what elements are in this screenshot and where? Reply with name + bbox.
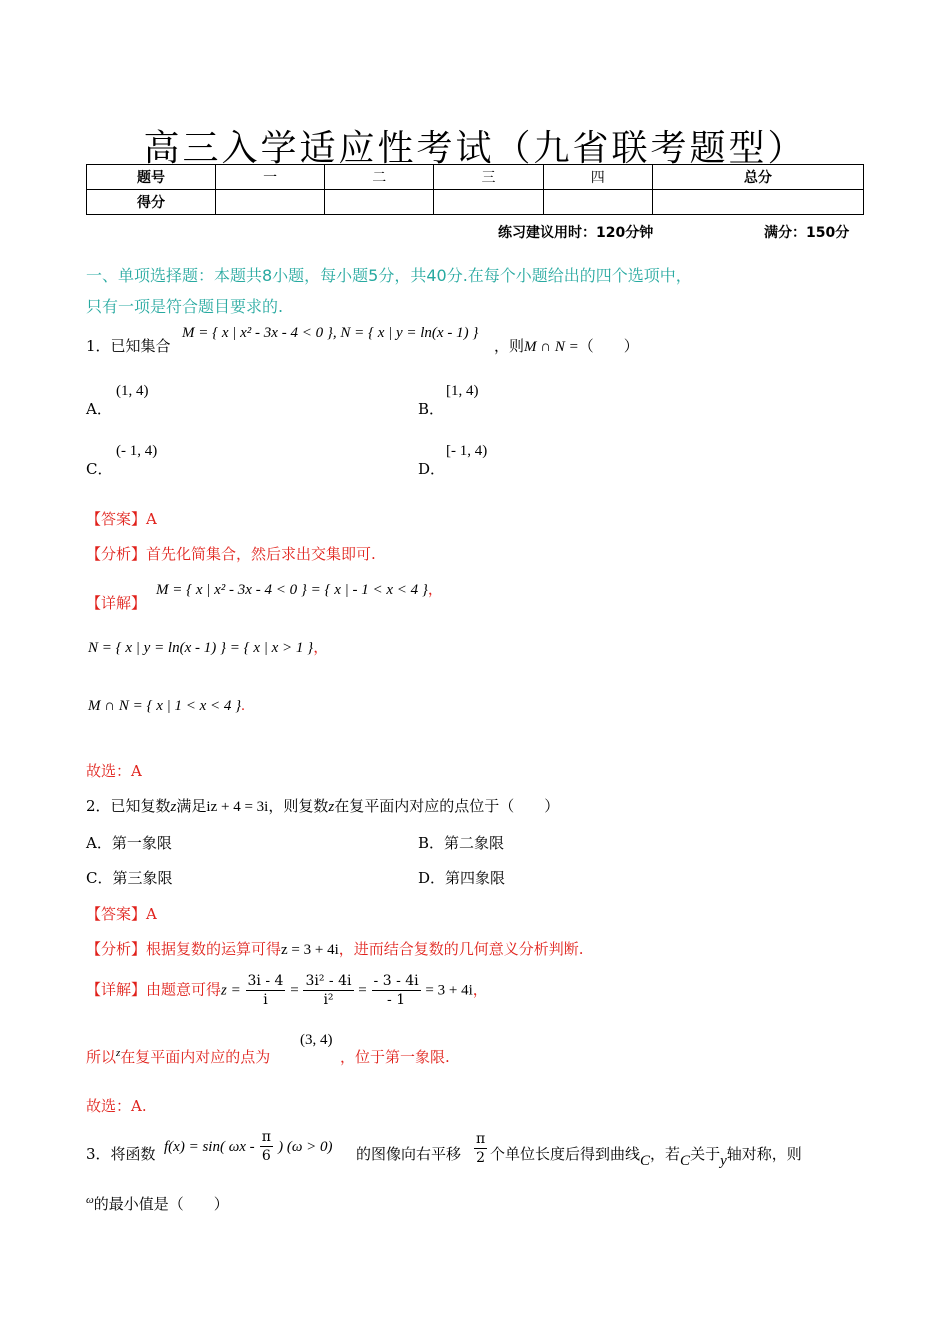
fraction: $\frac{\pi}{6}$ <box>261 1129 271 1164</box>
q1-analysis: 【分析】首先化简集合，然后求出交集即可. <box>86 545 376 563</box>
score-input-cell[interactable] <box>216 190 325 215</box>
table-row <box>87 165 864 190</box>
q2-point-line: 所以$^z$在复平面内对应的点为 <box>86 1047 271 1066</box>
fraction: $\frac{\pi}{2}$ <box>476 1131 486 1166</box>
score-table <box>86 164 864 215</box>
score-input-cell[interactable] <box>434 190 543 215</box>
q1-option-d[interactable]: D． <box>418 460 446 478</box>
header-cell: 一 <box>216 165 325 190</box>
q1-option-c[interactable]: C． <box>86 460 113 478</box>
q3-line-2: $^\omega$的最小值是（ ） <box>86 1194 229 1213</box>
q2-answer: 【答案】A <box>86 905 157 923</box>
full-score: 满分：150分 <box>764 225 850 241</box>
header-cell: 二 <box>325 165 434 190</box>
score-input-cell[interactable] <box>652 190 863 215</box>
q1-option-b[interactable]: B． <box>418 400 445 418</box>
q1-detail-line-2: N = { x | y = ln(x - 1) } = { x | x > 1 }， <box>88 640 329 656</box>
q1-detail-line-1: M = { x | x² - 3x - 4 < 0 } = { x | - 1 < x < 4 }， <box>156 582 443 598</box>
q3-shift-fraction <box>474 1130 487 1167</box>
table-row <box>87 190 864 215</box>
q2-point-suffix: ，位于第一象限. <box>340 1048 450 1066</box>
q1-detail-label: 【详解】 <box>86 594 147 612</box>
q3-stem-mid: 的图像向右平移 <box>356 1145 462 1163</box>
q1-detail-line-3: M ∩ N = { x | 1 < x < 4 }. <box>88 698 245 714</box>
q2-option-a[interactable]: A．第一象限 <box>86 834 172 852</box>
q1-option-a[interactable]: A． <box>86 400 112 418</box>
header-cell: 总分 <box>652 165 863 190</box>
section-line-2: 只有一项是符合题目要求的. <box>86 297 284 316</box>
suggested-time: 练习建议用时：120分钟 <box>498 225 654 241</box>
q2-option-b[interactable]: B．第二象限 <box>418 834 505 852</box>
fraction: $\frac{\text{3i² - 4i}}{\text{i²}}$ <box>305 973 352 1008</box>
q2-analysis: 【分析】根据复数的运算可得z = 3 + 4i，进而结合复数的几何意义分析判断. <box>86 940 584 958</box>
header-cell: 四 <box>543 165 652 190</box>
header-cell: 题号 <box>87 165 216 190</box>
question-2-stem: 2．已知复数z满足iz + 4 = 3i，则复数z在复平面内对应的点位于（ ） <box>86 797 560 815</box>
q3-stem-rest: 个单位长度后得到曲线C，若C关于y轴对称，则 <box>490 1145 802 1169</box>
question-1-stem: 1．已知集合 <box>86 337 171 355</box>
section-heading <box>86 258 866 320</box>
q1-option-c-value: (- 1, 4) <box>116 443 158 459</box>
section-line-1: 一、单项选择题：本题共8小题，每小题5分，共40分.在每个小题给出的四个选项中， <box>86 266 692 285</box>
q1-stem-suffix: ，则M ∩ N =（ ） <box>494 337 639 355</box>
q1-option-a-value: (1, 4) <box>116 383 149 399</box>
page-title: 高三入学适应性考试（九省联考题型） <box>143 128 807 169</box>
fraction: $\frac{- 3 - 4i}{- 1}$ <box>373 973 419 1008</box>
score-label-cell: 得分 <box>87 190 216 215</box>
q2-option-c[interactable]: C．第三象限 <box>86 869 173 887</box>
q2-detail: 【详解】由题意可得z = $\frac{3i - 4}{i}$ = $\frac{\text{3i² - 4i}}{\text{i²}}$ = $\frac{- 3 - 4i}{- 1}$ = 3 + 4i， <box>86 973 488 1008</box>
q1-conclusion: 故选：A <box>86 762 142 780</box>
score-input-cell[interactable] <box>325 190 434 215</box>
score-input-cell[interactable] <box>543 190 652 215</box>
q3-function: f(x) = sin( ωx - $\frac{\pi}{6}$ ) (ω > 0) <box>164 1129 333 1164</box>
fraction: $\frac{3i - 4}{i}$ <box>247 973 284 1008</box>
question-3-stem: 3．将函数 <box>86 1145 156 1163</box>
q1-option-b-value: [1, 4) <box>446 383 479 399</box>
q1-set-formula: M = { x | x² - 3x - 4 < 0 }, N = { x | y = ln(x - 1) } <box>182 325 479 341</box>
q1-option-d-value: [- 1, 4) <box>446 443 488 459</box>
header-cell: 三 <box>434 165 543 190</box>
q1-answer: 【答案】A <box>86 510 157 528</box>
q2-point-value: (3, 4) <box>300 1032 333 1048</box>
q2-option-d[interactable]: D．第四象限 <box>418 869 506 887</box>
q2-conclusion: 故选：A. <box>86 1097 147 1115</box>
